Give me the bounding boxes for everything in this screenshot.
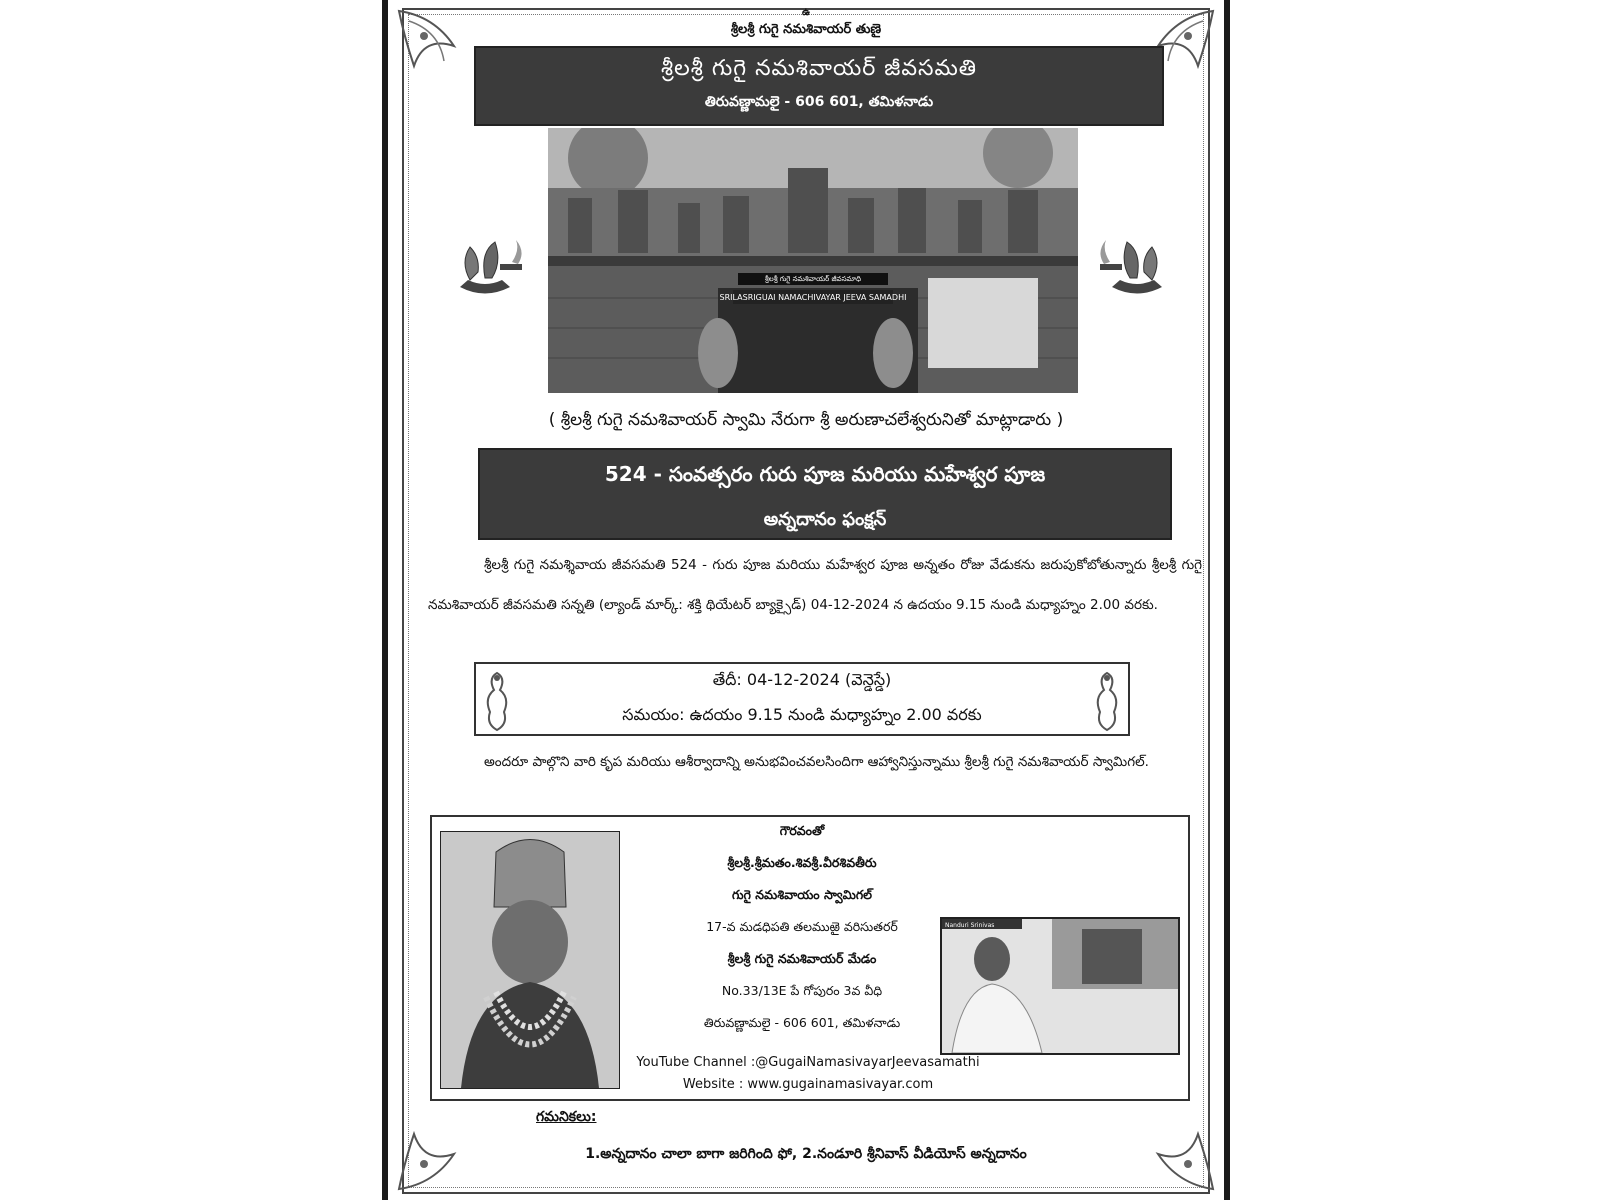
signature-line: గౌరవంతో [779,823,825,838]
video-thumbnail [940,917,1180,1055]
signature-line: No.33/13E పే గోపురం 3వ వీధి [721,983,883,998]
signature-line: శ్రీలశ్రీ.శ్రీమతం.శివశ్రీ.వీరశివతీరు [727,855,877,870]
page-title: శ్రీలశ్రీ గుగై నమశివాయర్ జీవసమతి [661,56,977,81]
signature-line: 17-వ మడధిపతి తలముఱై వరిసుతరర్ [706,919,898,934]
peacock-icon [1088,668,1126,734]
invitation-page [382,0,1230,1200]
om-mark: ఉ [802,7,810,18]
title-banner [474,46,1164,126]
signature-box [430,815,1190,1101]
header-address: తిరువణ్ణామలై - 606 601, తమిళనాడు [704,94,934,110]
event-banner [478,448,1172,540]
blessing-line: శ్రీలశ్రీ గుగై నమశివాయర్ తుణై [730,22,882,37]
notes-text: 1.అన్నదానం చాలా బాగా జరిగింది ఫో, 2.నండూరి శ్రీనివాస్ వీడియోస్ అన్నదానం [585,1146,1027,1162]
schedule-box [474,662,1130,736]
signature-line: గుగై నమశివాయం స్వామిగల్ [732,887,872,902]
youtube-link[interactable]: YouTube Channel :@GugaiNamasivayarJeevasamathi [636,1055,980,1070]
temple-sign-tamil: శ్రీలశ్రీ గుగై నమశివాయర్ జీవసమాధి [764,275,862,283]
signature-line: శ్రీలశ్రీ గుగై నమశివాయర్ మేడం [727,951,877,966]
notes-heading: గమనికలు: [536,1109,597,1125]
temple-sign-english: SRILASRIGUAI NAMACHIVAYAR JEEVA SAMADHI [719,293,907,302]
oil-lamp-icon [1092,232,1182,302]
oil-lamp-icon [440,232,530,302]
event-date: తేదీ: 04-12-2024 (వెన్డెస్డే) [712,670,892,689]
invite-paragraph: అందరూ పాల్గొని వారి కృప మరియు ఆశీర్వాదాన్ని అనుభవించవలసిందిగా ఆహ్వానిస్తున్నాము శ్రీలశ్రీ గుగై నమశివాయర్ స్వామిగల్. [484,754,1149,770]
guru-portrait [440,831,620,1089]
event-subtitle: అన్నదానం ఫంక్షన్ [763,509,887,530]
temple-photo [548,128,1078,393]
peacock-icon [478,668,516,734]
signature-line: తిరువణ్ణామలై - 606 601, తమిళనాడు [703,1015,901,1030]
video-label: Nanduri Srinivas [945,922,995,929]
photo-caption: ( శ్రీలశ్రీ గుగై నమశివాయర్ స్వామి నేరుగా శ్రీ అరుణాచలేశ్వరునితో మాట్లాడారు ) [548,410,1064,430]
intro-paragraph: శ్రీలశ్రీ గుగై నమశ్శివాయ జీవసమతి 524 - గురు పూజ మరియు మహేశ్వర పూజ అన్నతం రోజు వేడుకను జరుపుకోబోతున్నారు శ్రీలశ్రీ గుగై నమశివాయర్ జీవసమతి సన్నతి (ల్యాండ్ మార్క్: శక్తి థియేటర్ బ్యాక్సైడ్) 04-12-2024 న ఉదయం 9.15 నుండి మధ్యాహ్నం 2.00 వరకు. [428,557,1202,613]
website-link[interactable]: Website : www.gugainamasivayar.com [682,1077,934,1092]
event-title: 524 - సంవత్సరం గురు పూజ మరియు మహేశ్వర పూజ [604,462,1046,486]
event-time: సమయం: ఉదయం 9.15 నుండి మధ్యాహ్నం 2.00 వరకు [622,705,982,724]
